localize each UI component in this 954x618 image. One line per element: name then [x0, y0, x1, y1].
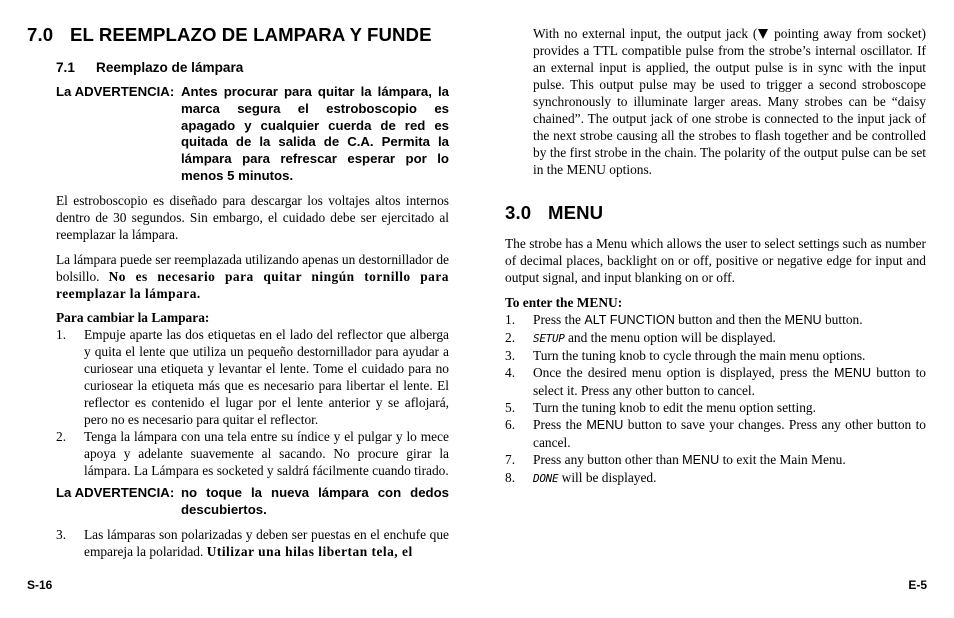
list-item — [505, 311, 926, 329]
paragraph-screwdriver-emphasis: No es necesario para quitar ningún tornillo para reemplazar la lámpara. — [56, 269, 449, 301]
list-item-number: 2. — [505, 330, 516, 345]
section-number: 7.0 — [27, 24, 54, 45]
down-triangle-icon — [758, 29, 768, 39]
list-item-number: 4. — [505, 365, 516, 380]
subsection-title: Reemplazo de lámpara — [96, 60, 244, 75]
list-item-text: to exit the Main Menu. — [719, 452, 846, 467]
list-item-text: Empuje aparte las dos etiquetas en el lado del reflector que alberga y quita el lente que utiliza un pequeño destornillador para ayudar a curiosear una etiqueta y levantar el lente. Tome el cuidado para no curiosear la etiqueta más que es necesario para libertar el lente. El reflector es contenido el lugar por el lente anterior y se aflojará, pero no es necesario para quitar el reflector. — [84, 327, 449, 427]
list-item — [505, 469, 926, 487]
list-item-text: Tenga la lámpara con una tela entre su índice y el pulgar y lo mece apoya y adelante suavemente al sacando. No procure girar la lámpara. La Lámpara es socketed y saldrá fácilmente cuando tirado. — [84, 429, 449, 478]
list-item — [505, 347, 926, 364]
list-item-emphasis: Utilizar una hilas libertan tela, el — [206, 544, 413, 559]
list-item — [56, 526, 449, 560]
steps-title: To enter the MENU: — [505, 295, 623, 310]
paragraph-output-jack-text: With no external input, the output jack ( — [533, 26, 758, 41]
page-number-left: S-16 — [27, 578, 53, 592]
subsection-heading-7-1 — [56, 59, 243, 76]
warning-text: no toque la nueva lámpara con dedos descubiertos. — [181, 485, 449, 517]
list-item-number: 7. — [505, 452, 516, 467]
warning-label: La ADVERTENCIA: — [56, 485, 175, 500]
warning-lamp-removal — [56, 84, 449, 185]
display-text: DONE — [533, 472, 559, 485]
page-number-right: E-5 — [908, 578, 927, 592]
list-item-text: button. — [821, 312, 863, 327]
warning-label: La ADVERTENCIA: — [56, 84, 175, 99]
warning-text: Antes procurar para quitar la lámpara, la marca segura el estroboscopio es apagado y cualquier cuerda de red es quitada de la salida de C.A. Permita la lámpara para refrescar esperar por lo menos 5 minutos. — [181, 84, 449, 183]
list-item-text: Press the — [533, 312, 585, 327]
paragraph-screwdriver — [56, 251, 449, 302]
list-item — [505, 451, 926, 469]
section-heading-7 — [27, 26, 432, 43]
list-item-number: 3. — [56, 527, 67, 542]
list-item-text: button and then the — [674, 312, 785, 327]
section-title: EL REEMPLAZO DE LAMPARA Y FUNDE — [70, 24, 432, 45]
section-number: 3.0 — [505, 202, 532, 223]
section-title: MENU — [548, 202, 604, 223]
list-item — [505, 416, 926, 451]
list-item — [505, 399, 926, 416]
paragraph-discharge: El estroboscopio es diseñado para descargar los voltajes altos internos dentro de 30 segundos. Sin embargo, el cuidado debe ser ejercitado al reemplazar la lámpara. — [56, 193, 449, 242]
list-item-number: 3. — [505, 348, 516, 363]
steps-title: Para cambiar la Lampara: — [56, 310, 210, 325]
list-item — [505, 329, 926, 347]
list-item-text: Turn the tuning knob to cycle through the main menu options. — [533, 348, 866, 363]
list-item-text: Las lámparas son polarizadas y deben ser puestas en el enchufe que empareja la polaridad. — [84, 527, 449, 559]
list-item-text: Press any button other than — [533, 452, 683, 467]
button-name: ALT FUNCTION — [584, 313, 675, 327]
list-item-number: 1. — [56, 327, 67, 342]
list-item-text: Once the desired menu option is displayed, press the — [533, 365, 834, 380]
button-name: MENU — [833, 366, 872, 380]
list-item-text: will be displayed. — [558, 470, 657, 485]
list-item-text: and the menu option will be displayed. — [564, 330, 776, 345]
list-item-number: 8. — [505, 470, 516, 485]
list-item-number: 6. — [505, 417, 516, 432]
paragraph-screwdriver-text: La lámpara puede ser reemplazada utilizando apenas un destornillador de bolsillo. — [56, 252, 449, 284]
button-name: MENU — [586, 418, 624, 432]
list-item-text: Press the — [533, 417, 587, 432]
display-text: SETUP — [533, 332, 565, 345]
left-column — [27, 0, 449, 559]
list-item-text: Turn the tuning knob to edit the menu option setting. — [533, 400, 816, 415]
list-item — [56, 428, 449, 479]
paragraph-output-jack — [533, 25, 926, 178]
steps-list — [505, 311, 926, 487]
subsection-number: 7.1 — [56, 60, 75, 75]
list-item-number: 2. — [56, 429, 67, 444]
list-item-number: 1. — [505, 312, 516, 327]
steps-list — [56, 326, 449, 479]
list-item — [505, 364, 926, 399]
paragraph-menu-intro: The strobe has a Menu which allows the user to select settings such as number of decimal places, backlight on or off, positive or negative edge for input and output signal, and input blanking on or off. — [505, 236, 926, 285]
warning-touch-lamp — [56, 485, 449, 519]
list-item-number: 5. — [505, 400, 516, 415]
section-heading-3 — [505, 204, 603, 221]
button-name: MENU — [784, 313, 822, 327]
list-item-text: button to select it. Press any other button to cancel. — [533, 365, 926, 398]
paragraph-output-jack-text: pointing away from socket) provides a TTL compatible pulse from the strobe’s internal oscillator. If an external input is applied, the output pulse is in sync with the input pulse. This output pulse may be used to trigger a second stroboscope synchronously to illuminate larger areas. Many strobes can be “daisy chained”. The output jack of one strobe is connected to the input jack of the next strobe causing all the strobes to flash together and be controlled by the first strobe in the chain. The polarity of the output pulse can be set in the MENU options. — [533, 26, 926, 177]
list-item-text: button to save your changes. Press any other button to cancel. — [533, 417, 926, 450]
list-item — [56, 326, 449, 428]
button-name: MENU — [682, 453, 720, 467]
